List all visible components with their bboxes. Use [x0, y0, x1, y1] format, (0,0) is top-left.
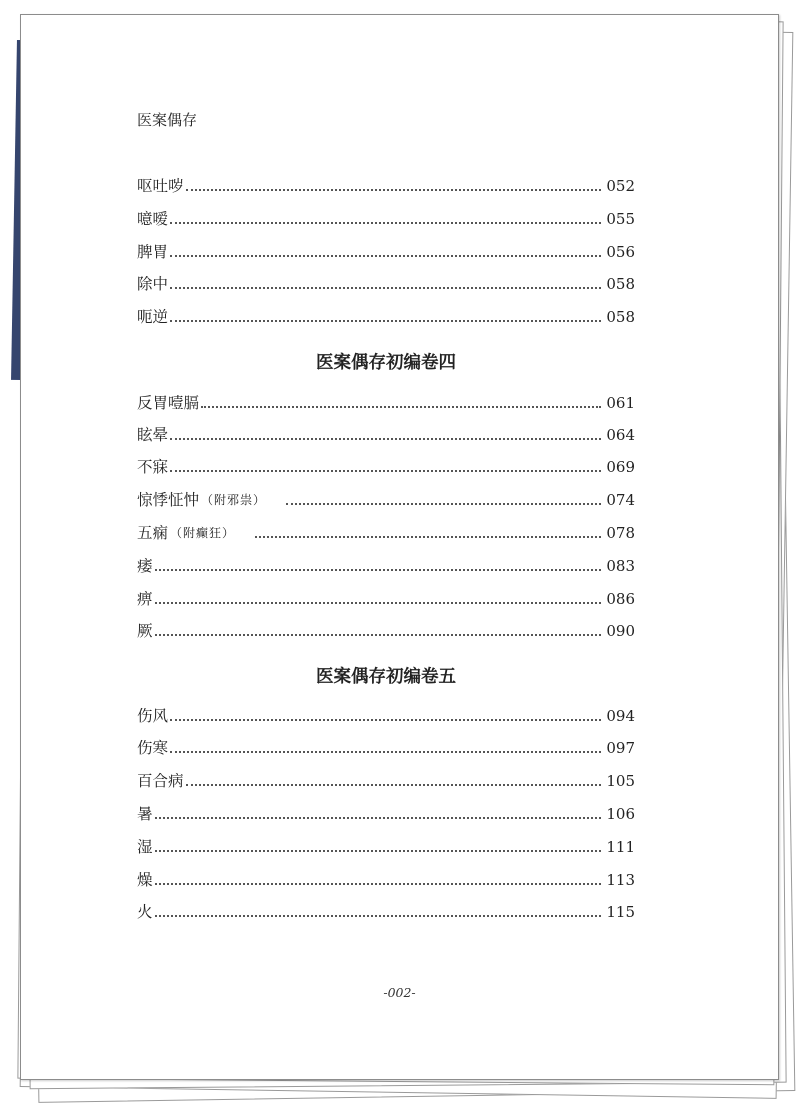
toc-entry — [137, 553, 635, 577]
dot-leader — [170, 222, 601, 224]
toc-entry-title: 惊悸怔忡 — [137, 491, 200, 509]
toc-entry-title: 伤风 — [137, 707, 169, 725]
dot-leader — [170, 470, 601, 472]
toc-entry — [137, 239, 635, 263]
toc-entry — [137, 899, 635, 923]
toc-entry — [137, 390, 635, 414]
toc-entry — [137, 422, 635, 446]
toc-entry — [137, 735, 635, 759]
dot-leader — [170, 255, 601, 257]
toc-entry-title: 噫嗳 — [137, 210, 169, 228]
toc-entry-title: 呃逆 — [137, 308, 169, 326]
toc-entry — [137, 520, 635, 544]
toc-entry — [137, 768, 635, 792]
dot-leader — [170, 320, 601, 322]
toc-entry-page: 074 — [606, 491, 635, 509]
toc-entry — [137, 206, 635, 230]
toc-entry — [137, 703, 635, 727]
dot-leader — [155, 915, 601, 917]
toc-entry-title: 呕吐哕 — [137, 177, 184, 195]
toc-entry-title: 五痫 — [137, 524, 169, 542]
toc-entry-note: （附邪祟） — [201, 493, 267, 507]
toc-entry-page: 097 — [606, 739, 635, 757]
dot-leader — [170, 287, 601, 289]
dot-leader — [155, 817, 601, 819]
section-heading: 医案偶存初编卷五 — [316, 667, 456, 687]
toc-entry — [137, 487, 635, 511]
toc-entry — [137, 304, 635, 328]
toc-entry-note: （附癫狂） — [170, 526, 236, 540]
toc-entry-page: 086 — [606, 590, 635, 608]
toc-entry-title: 痹 — [137, 590, 153, 608]
toc-entry-page: 105 — [606, 772, 635, 790]
toc-entry-title: 不寐 — [137, 458, 169, 476]
toc-entry-title: 暑 — [137, 805, 153, 823]
toc-entry-title: 火 — [137, 903, 153, 921]
toc-entry-page: 064 — [606, 426, 635, 444]
dot-leader — [155, 634, 601, 636]
toc-entry-title: 反胃噎膈 — [137, 394, 200, 412]
toc-entry — [137, 834, 635, 858]
toc-entry — [137, 454, 635, 478]
dot-leader — [201, 406, 601, 408]
toc-entry-page: 058 — [606, 308, 635, 326]
toc-entry-title: 伤寒 — [137, 739, 169, 757]
dot-leader — [186, 784, 601, 786]
dot-leader — [155, 883, 601, 885]
toc-entry-page: 052 — [606, 177, 635, 195]
toc-entry — [137, 271, 635, 295]
toc-entry-title: 痿 — [137, 557, 153, 575]
section-heading: 医案偶存初编卷四 — [316, 353, 456, 373]
toc-entry-page: 061 — [606, 394, 635, 412]
toc-entry-page: 115 — [606, 903, 635, 921]
dot-leader — [186, 189, 601, 191]
dot-leader — [170, 751, 601, 753]
toc-entry-title: 脾胃 — [137, 243, 169, 261]
toc-entry — [137, 586, 635, 610]
dot-leader — [155, 602, 601, 604]
toc-entry-page: 106 — [606, 805, 635, 823]
dot-leader — [170, 438, 601, 440]
toc-entry-title: 眩晕 — [137, 426, 169, 444]
toc-entry-page: 083 — [606, 557, 635, 575]
toc-entry-title: 湿 — [137, 838, 153, 856]
toc-entry-page: 069 — [606, 458, 635, 476]
document-page — [20, 14, 779, 1080]
toc-entry-page: 078 — [606, 524, 635, 542]
toc-entry-page: 113 — [606, 871, 635, 889]
toc-entry-page: 094 — [606, 707, 635, 725]
toc-entry — [137, 618, 635, 642]
toc-entry-title: 燥 — [137, 871, 153, 889]
running-header: 医案偶存 — [137, 111, 198, 129]
toc-entry-page: 090 — [606, 622, 635, 640]
dot-leader — [170, 719, 601, 721]
dot-leader — [255, 536, 601, 538]
dot-leader — [155, 850, 601, 852]
toc-entry-page: 056 — [606, 243, 635, 261]
dot-leader — [155, 569, 601, 571]
toc-entry-title: 厥 — [137, 622, 153, 640]
toc-entry-title: 除中 — [137, 275, 169, 293]
toc-entry-title: 百合病 — [137, 772, 184, 790]
toc-entry — [137, 867, 635, 891]
page-number: -002- — [383, 985, 416, 1000]
toc-entry — [137, 801, 635, 825]
dot-leader — [286, 503, 601, 505]
toc-entry-page: 055 — [606, 210, 635, 228]
toc-entry-page: 111 — [606, 838, 635, 856]
toc-entry — [137, 173, 635, 197]
toc-entry-page: 058 — [606, 275, 635, 293]
